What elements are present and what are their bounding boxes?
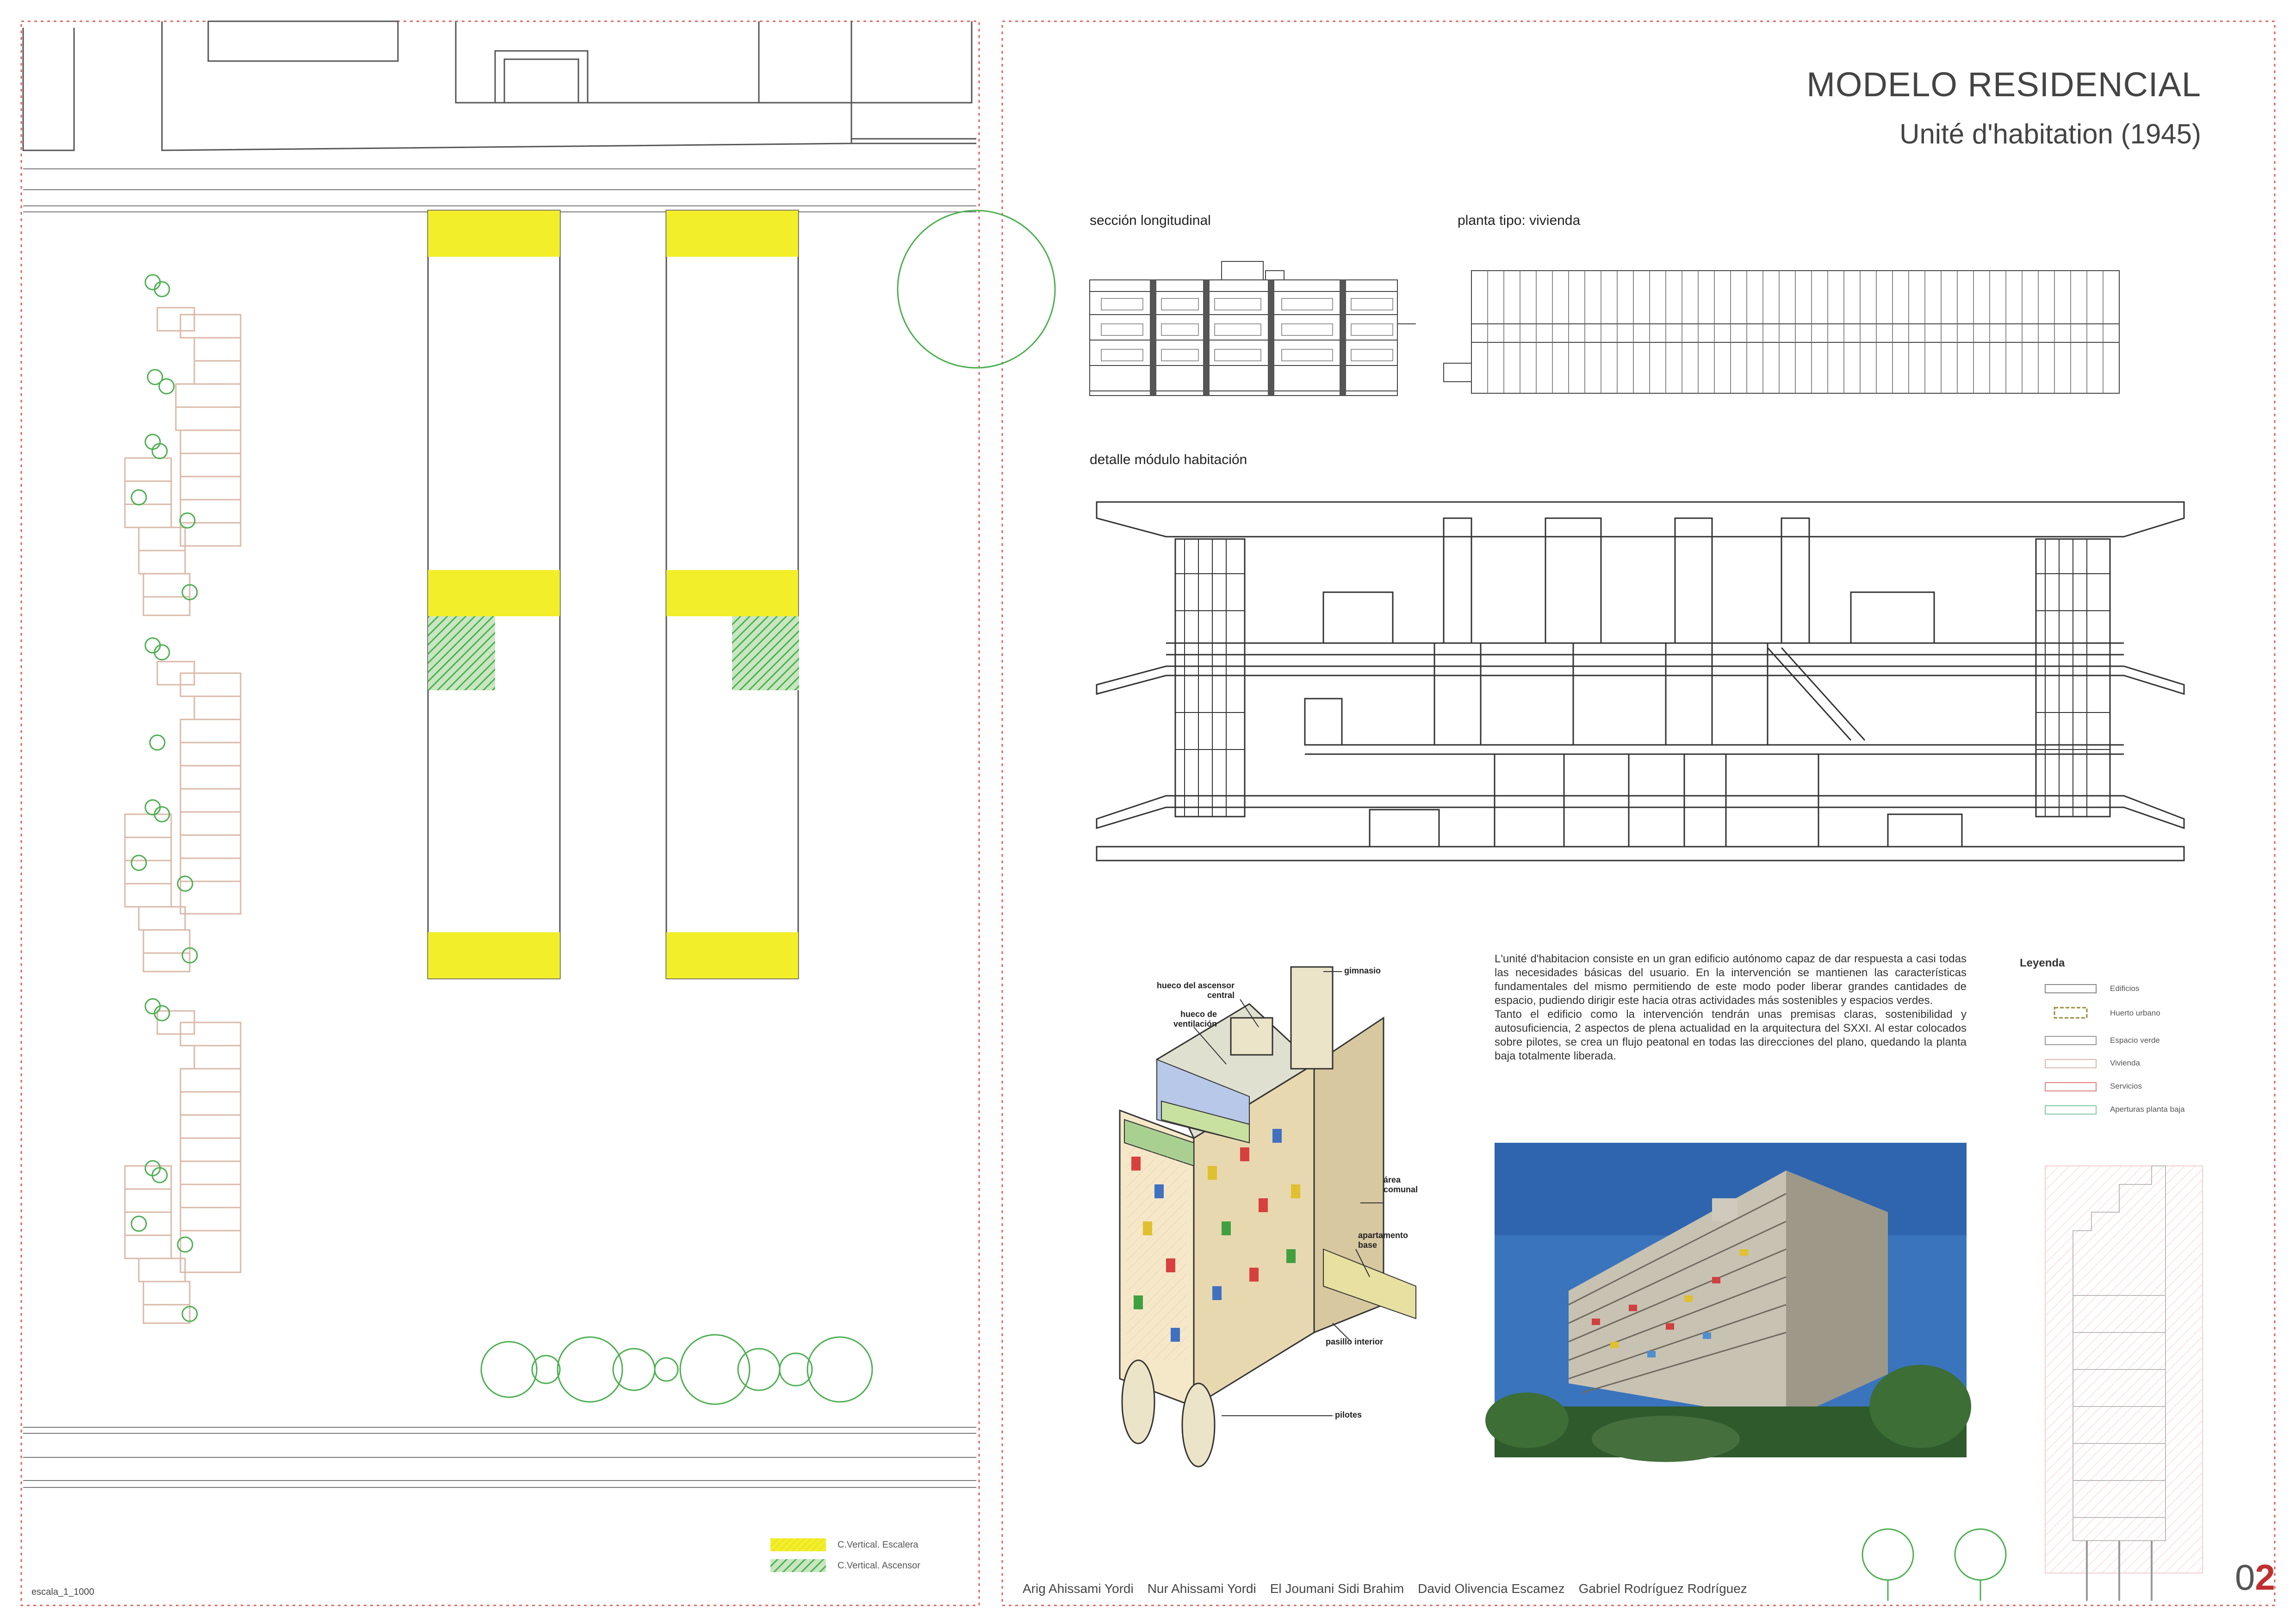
page-subtitle: Unité d'habitation (1945) xyxy=(1899,118,2201,149)
plan-grid xyxy=(1488,271,2103,393)
description-paragraph-2: Tanto el edificio como la intervención tendrán unas premisas claras, sostenibilidad y autosuficiencia, 2 aspectos de plena actualidad en la arquitectura del SXXI. Al estar colocados sobre pilotes, se crea un flujo peatonal en todas las direcciones del plano, quedando la planta baja totalmente liberada. xyxy=(1495,1008,1967,1062)
tower-elevation xyxy=(2045,1166,2203,1601)
small-trees xyxy=(131,275,197,1321)
stair-core xyxy=(666,932,798,979)
page-number-suffix: 2 xyxy=(2255,1557,2275,1598)
legend-item: Espacio verde xyxy=(2110,1036,2160,1045)
detail-windows xyxy=(1175,539,2110,817)
detail-module-drawing xyxy=(1097,502,2184,861)
label-apartamento-base: apartamento base xyxy=(1358,1231,1409,1250)
stair-core xyxy=(428,570,560,616)
section-label: sección longitudinal xyxy=(1090,213,1211,228)
stair-core xyxy=(666,570,798,616)
credit-name: Nur Ahissami Yordi xyxy=(1147,1581,1256,1596)
label-area-comunal: área comunal xyxy=(1384,1175,1418,1194)
elevator-core xyxy=(428,616,495,690)
plan-label: planta tipo: vivienda xyxy=(1458,213,1581,228)
label-hueco-ventilacion: hueco de ventilación xyxy=(1173,1010,1217,1028)
credit-name: El Joumani Sidi Brahim xyxy=(1270,1581,1404,1596)
building-photo xyxy=(1485,1143,1971,1462)
label-hueco-ascensor: hueco del ascensor central xyxy=(1156,981,1235,1000)
page-number-prefix: 0 xyxy=(2235,1557,2255,1598)
label-pasillo-interior: pasillo interior xyxy=(1326,1337,1384,1346)
left-frame xyxy=(21,21,979,1605)
credit-name: Arig Ahissami Yordi xyxy=(1023,1581,1134,1596)
legend-item: Aperturas planta baja xyxy=(2110,1105,2185,1114)
trees-bottom-right xyxy=(1862,1529,2006,1601)
page-title: MODELO RESIDENCIAL xyxy=(1806,65,2201,104)
legend-title: Leyenda xyxy=(2020,957,2065,969)
credits xyxy=(1023,1581,1747,1596)
legend-item: Vivienda xyxy=(2110,1059,2140,1067)
detail-label: detalle módulo habitación xyxy=(1090,452,1247,467)
legend-item: Edificios xyxy=(2110,984,2140,993)
scale-label: escala_1_1000 xyxy=(31,1587,94,1597)
tree-row xyxy=(481,1335,872,1404)
credit-name: Gabriel Rodríguez Rodríguez xyxy=(1578,1581,1747,1596)
left-legend-elevator: C.Vertical. Ascensor xyxy=(838,1561,920,1571)
legend-swatches xyxy=(2045,985,2096,1114)
description-paragraph-1: L'unité d'habitacion consiste en un gran edificio autónomo capaz de dar respuesta a casi todas las necesidades básicas del usuario. En la intervención se mantienen las características fundamentales del mismo permitiendo de este modo poder liberar grandes cantidades de espacio, pudiendo dirigir este hacia otras actividades más sostenibles y espacios verdes. xyxy=(1495,953,1967,1007)
label-pilotes: pilotes xyxy=(1335,1410,1362,1419)
legend-swatch-stair xyxy=(770,1538,826,1551)
description xyxy=(1495,952,1967,1063)
section-drawing xyxy=(1090,261,1416,396)
stair-core xyxy=(428,211,560,257)
stair-core xyxy=(666,211,798,257)
label-gimnasio: gimnasio xyxy=(1344,966,1381,975)
top-buildings xyxy=(23,21,976,150)
elevator-core xyxy=(732,616,799,690)
tree-icon xyxy=(898,211,1055,368)
credit-name: David Olivencia Escamez xyxy=(1418,1581,1565,1596)
stair-core xyxy=(428,932,560,979)
left-legend-stair: C.Vertical. Escalera xyxy=(838,1540,918,1550)
page-number xyxy=(2235,1557,2275,1598)
plan-drawing xyxy=(1444,271,2119,393)
legend-swatch-elevator xyxy=(770,1559,826,1572)
legend-item: Huerto urbano xyxy=(2110,1009,2160,1017)
legend-item: Servicios xyxy=(2110,1082,2142,1090)
housing-clusters xyxy=(125,308,241,1323)
